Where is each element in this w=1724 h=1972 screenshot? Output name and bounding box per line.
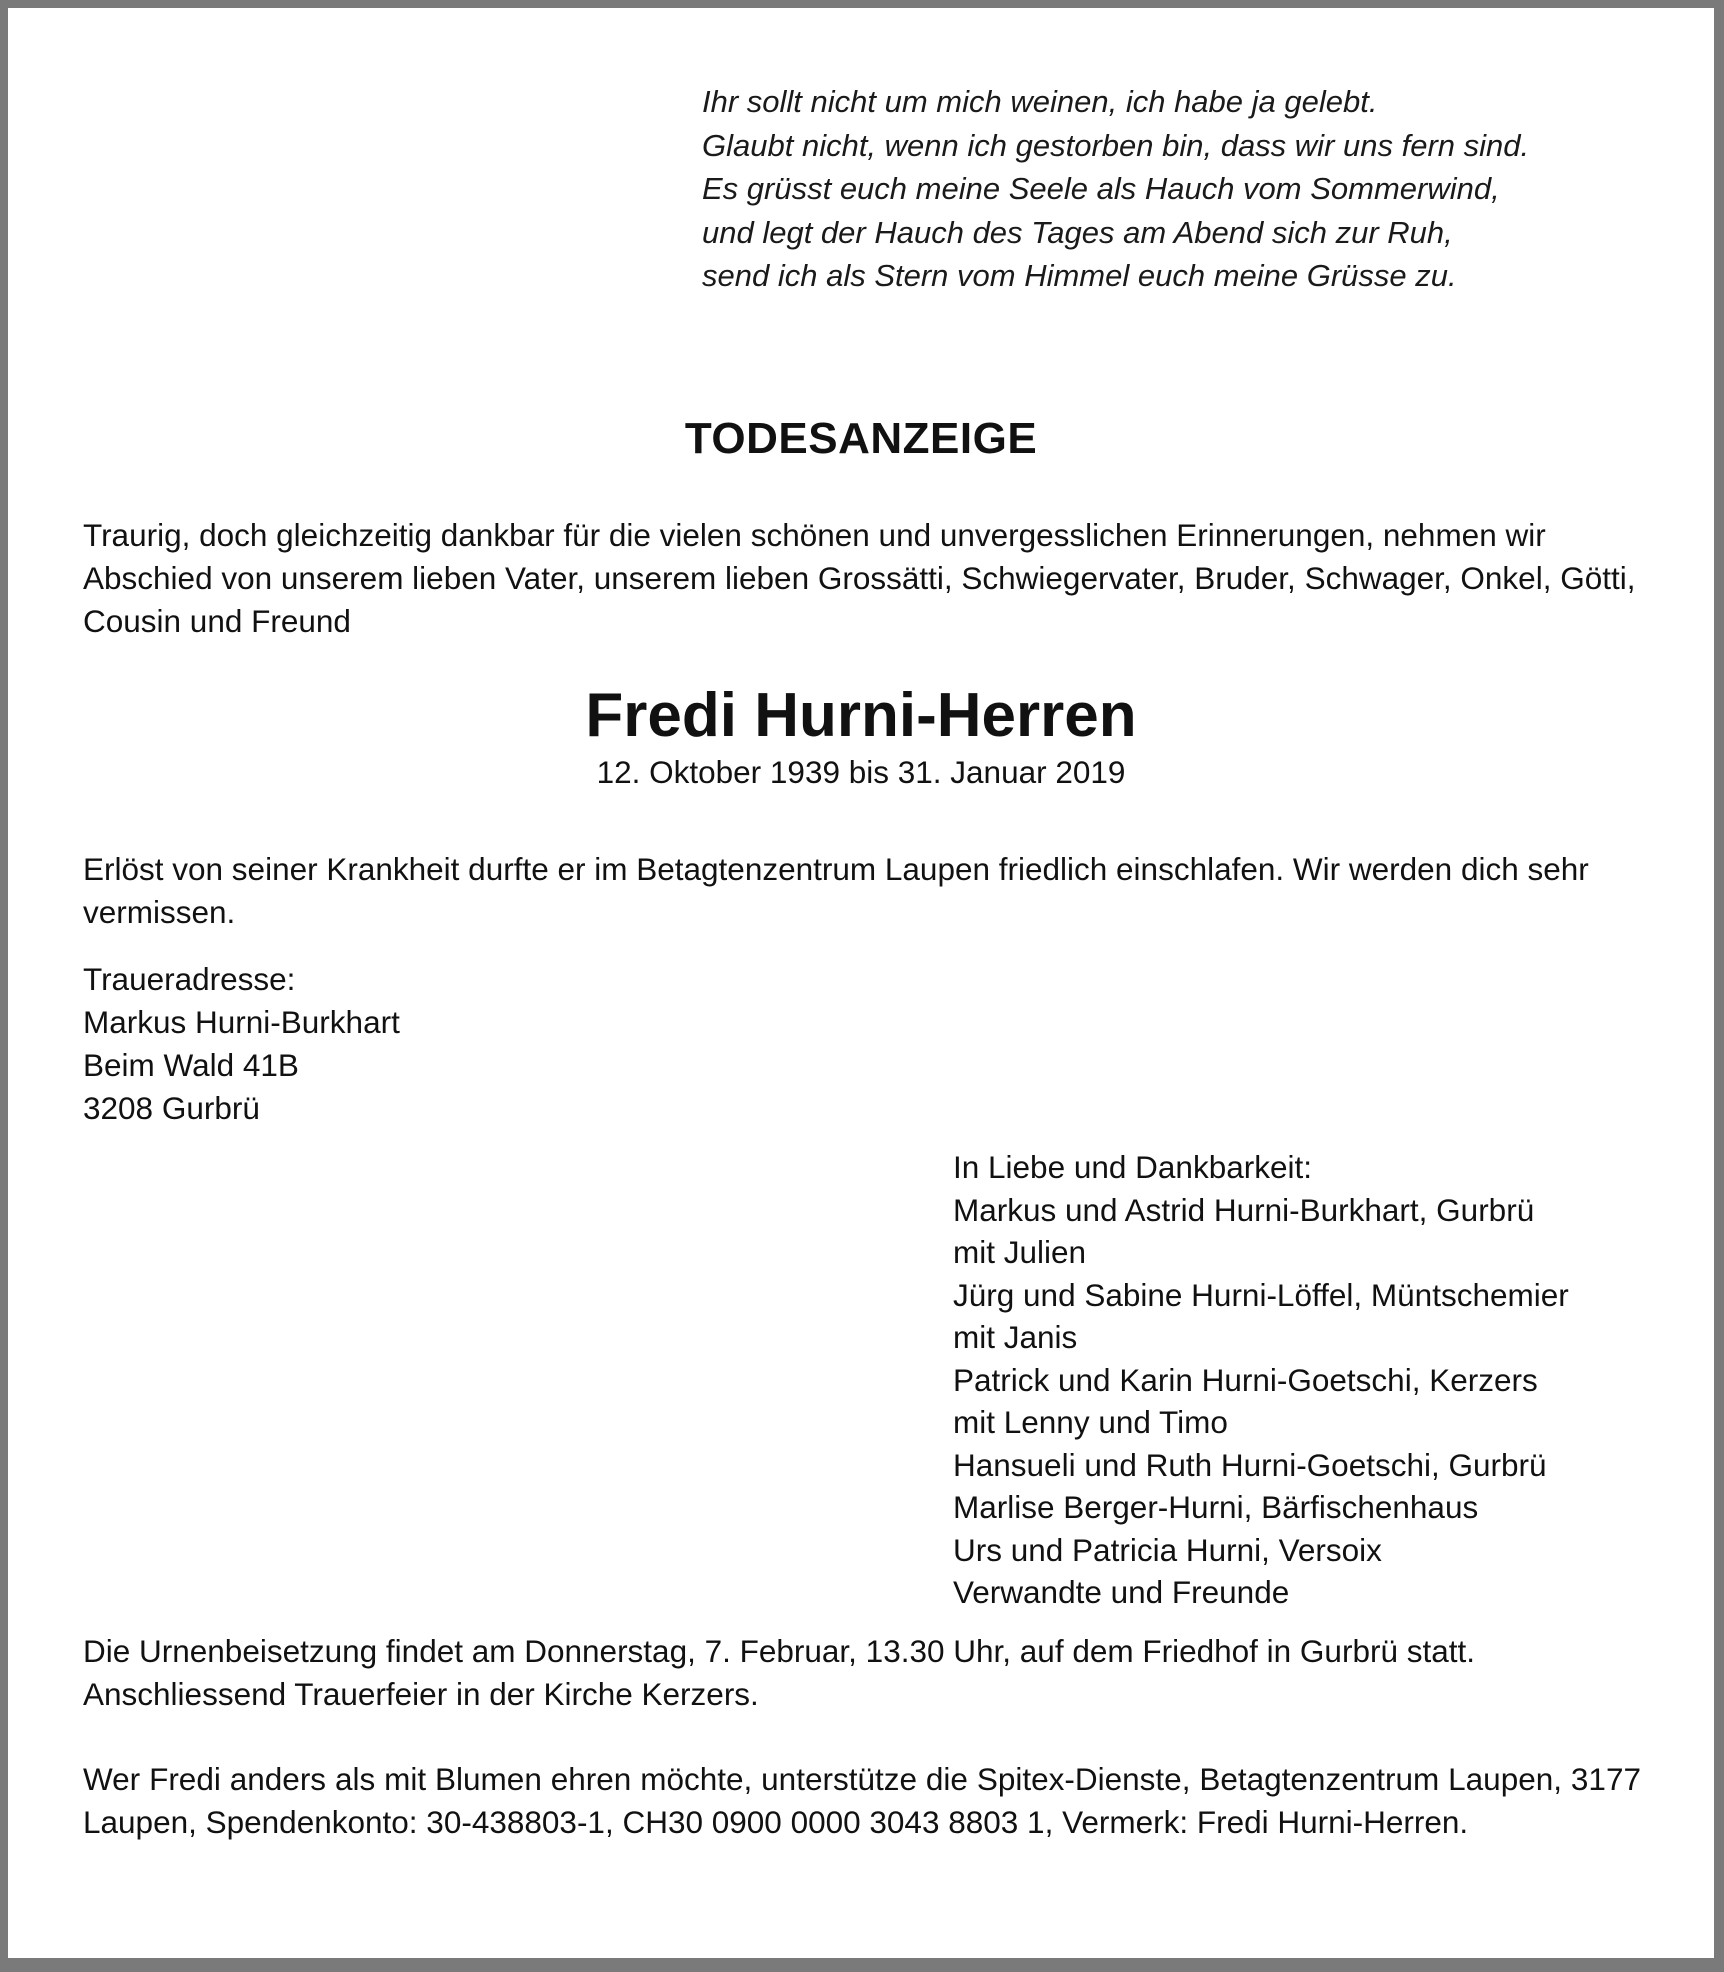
intro-paragraph: Traurig, doch gleichzeitig dankbar für die vielen schönen und unvergesslichen Erinnerungen, nehmen wir Abschied von unserem lieben Vater, unserem lieben Grossätti, Schwiegervater, Bruder, Schwager, Onkel, Götti, Cousin und Freund [83, 517, 1636, 639]
released-paragraph: Erlöst von seiner Krankheit durfte er im Betagtenzentrum Laupen friedlich einschlafen. Wir werden dich sehr vermissen. [83, 851, 1589, 930]
family-line: Hansueli und Ruth Hurni-Goetschi, Gurbrü [953, 1446, 1547, 1483]
family-list [953, 1146, 1569, 1614]
burial-paragraph: Die Urnenbeisetzung findet am Donnerstag, 7. Februar, 13.30 Uhr, auf dem Friedhof in Gurbrü statt. Anschliessend Trauerfeier in der Kirche Kerzers. [83, 1633, 1475, 1712]
poem-line: send ich als Stern vom Himmel euch meine Grüsse zu. [702, 258, 1457, 293]
poem-line: Es grüsst euch meine Seele als Hauch vom Sommerwind, [702, 171, 1500, 206]
family-line: Jürg und Sabine Hurni-Löffel, Müntschemier [953, 1276, 1569, 1313]
poem-line: und legt der Hauch des Tages am Abend sich zur Ruh, [702, 214, 1453, 250]
address-label: Traueradresse: [83, 961, 296, 997]
life-dates: 12. Oktober 1939 bis 31. Januar 2019 [596, 754, 1126, 790]
family-line: In Liebe und Dankbarkeit: [953, 1149, 1312, 1185]
poem-line: Ihr sollt nicht um mich weinen, ich habe ja gelebt. [702, 84, 1378, 119]
family-line: Urs und Patricia Hurni, Versoix [953, 1531, 1382, 1568]
address-city: 3208 Gurbrü [83, 1090, 260, 1126]
family-line: Markus und Astrid Hurni-Burkhart, Gurbrü [953, 1191, 1535, 1228]
deceased-name: Fredi Hurni-Herren [585, 681, 1137, 750]
mourning-address [83, 958, 783, 1130]
address-street: Beim Wald 41B [83, 1047, 299, 1083]
address-name: Markus Hurni-Burkhart [83, 1004, 400, 1040]
family-line: Verwandte und Freunde [953, 1574, 1290, 1610]
family-line: mit Julien [953, 1234, 1087, 1270]
obituary-page [8, 8, 1714, 1958]
family-line: Patrick und Karin Hurni-Goetschi, Kerzers [953, 1361, 1538, 1398]
family-line: mit Janis [953, 1319, 1078, 1355]
family-line: mit Lenny und Timo [953, 1404, 1228, 1440]
family-line: Marlise Berger-Hurni, Bärfischenhaus [953, 1489, 1479, 1525]
poem-line: Glaubt nicht, wenn ich gestorben bin, dass wir uns fern sind. [702, 127, 1530, 163]
donation-paragraph: Wer Fredi anders als mit Blumen ehren möchte, unterstütze die Spitex-Dienste, Betagtenzentrum Laupen, 3177 Laupen, Spendenkonto: 30-438803-1, CH30 0900 0000 3043 8803 1, Vermerk: Fredi Hurni-Herren. [83, 1761, 1641, 1840]
page-title: TODESANZEIGE [684, 414, 1038, 463]
poem [702, 80, 1529, 298]
